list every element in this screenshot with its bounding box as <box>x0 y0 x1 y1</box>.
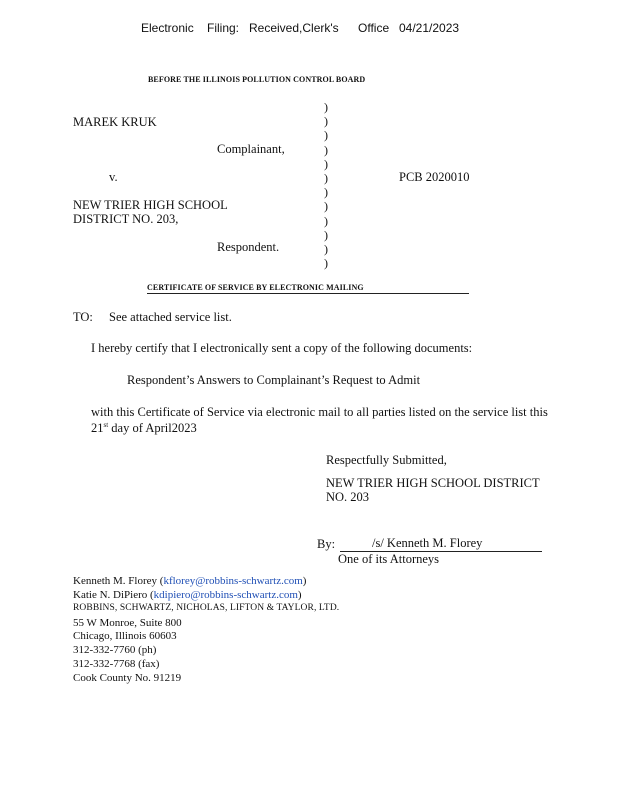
service-part-a: with this Certificate of Service <box>91 405 245 419</box>
firm-city: Chicago, Illinois 60603 <box>73 630 177 642</box>
dipiero-close: ) <box>297 589 302 601</box>
paren: ) <box>324 114 328 129</box>
paren: ) <box>324 100 328 114</box>
paren: ) <box>324 199 328 214</box>
day-suffix: st <box>103 421 109 429</box>
filing-label-received: Received,Clerk's <box>249 21 339 35</box>
to-label: TO: <box>73 310 93 324</box>
firm-name: ROBBINS, SCHWARTZ, NICHOLAS, LIFTON & TAYLOR, LTD. <box>73 603 340 613</box>
signature-text: /s/ Kenneth M. Florey <box>372 536 483 550</box>
firm-street: 55 W Monroe, Suite 800 <box>73 617 182 629</box>
complainant-name: MAREK KRUK <box>73 115 157 129</box>
paren: ) <box>324 241 328 256</box>
certify-line <box>91 341 472 356</box>
cook-county-number: Cook County No. 91219 <box>73 672 182 684</box>
respondent-role: Respondent. <box>217 240 280 254</box>
service-line <box>91 405 548 420</box>
signature-line <box>340 536 542 552</box>
filing-label-electronic: Electronic <box>141 21 194 35</box>
paren: ) <box>324 185 328 200</box>
to-text: See attached service list. <box>109 310 232 324</box>
paren: ) <box>324 213 328 228</box>
dipiero-email-link[interactable]: kdipiero@robbins-schwartz.com <box>153 589 298 601</box>
attorney-florey <box>73 575 306 587</box>
caption-parentheses <box>324 100 328 270</box>
certify-part-c: electronically sent a copy of the following documents: <box>200 341 473 355</box>
florey-close: ) <box>302 575 307 587</box>
paren: ) <box>324 256 328 271</box>
service-part-b: via electronic mail <box>247 405 341 419</box>
day-text: day of <box>111 421 143 436</box>
service-date-line <box>91 421 197 436</box>
board-title: BEFORE THE ILLINOIS POLLUTION CONTROL BOARD <box>148 75 366 84</box>
certify-part-b: I <box>193 341 198 355</box>
month-year: April2023 <box>145 421 197 436</box>
district-line2: NO. 203 <box>326 490 370 504</box>
florey-name: Kenneth M. Florey ( <box>73 575 164 587</box>
by-label: By: <box>317 537 336 551</box>
respondent-line1: NEW TRIER HIGH SCHOOL <box>73 198 228 212</box>
versus: v. <box>109 170 118 184</box>
document-part-a: Respondent’s <box>127 373 195 387</box>
service-part-d: this <box>529 405 548 419</box>
service-part-c: to all parties listed on the service list <box>343 405 527 419</box>
respectfully-submitted: Respectfully Submitted, <box>326 453 447 467</box>
case-number <box>399 170 470 185</box>
case-number-prefix: PCB 2020 <box>399 170 451 184</box>
paren: ) <box>324 142 328 157</box>
case-number-suffix: 010 <box>450 170 470 184</box>
florey-email-link[interactable]: kflorey@robbins-schwartz.com <box>163 575 303 587</box>
certificate-title: CERTIFICATE OF SERVICE BY ELECTRONIC MAILING <box>147 283 469 294</box>
firm-phone: 312-332-7760 (ph) <box>73 644 157 656</box>
document-part-b: Answers to Complainant’s Request to Admit <box>196 373 421 387</box>
day-number: 21 <box>91 421 104 436</box>
paren: ) <box>324 227 328 242</box>
complainant-role-text: Complainant <box>217 142 282 156</box>
filing-date: 04/21/2023 <box>399 21 460 35</box>
complainant-role-comma: , <box>281 142 285 156</box>
attorney-dipiero <box>73 589 302 601</box>
firm-fax: 312-332-7768 (fax) <box>73 658 160 670</box>
document-item <box>127 373 420 388</box>
filing-label-office: Office <box>358 21 390 35</box>
one-of-attorneys: One of its Attorneys <box>338 552 440 566</box>
paren: ) <box>324 170 328 185</box>
dipiero-name: Katie N. DiPiero ( <box>73 589 154 601</box>
paren: ) <box>324 128 328 143</box>
certify-part-a: I hereby certify that <box>91 341 190 355</box>
complainant-role <box>217 142 285 157</box>
paren: ) <box>324 156 328 171</box>
filing-label-filing: Filing: <box>207 21 240 35</box>
respondent-line2: DISTRICT NO. 203, <box>73 212 179 226</box>
district-line1: NEW TRIER HIGH SCHOOL DISTRICT <box>326 476 540 490</box>
